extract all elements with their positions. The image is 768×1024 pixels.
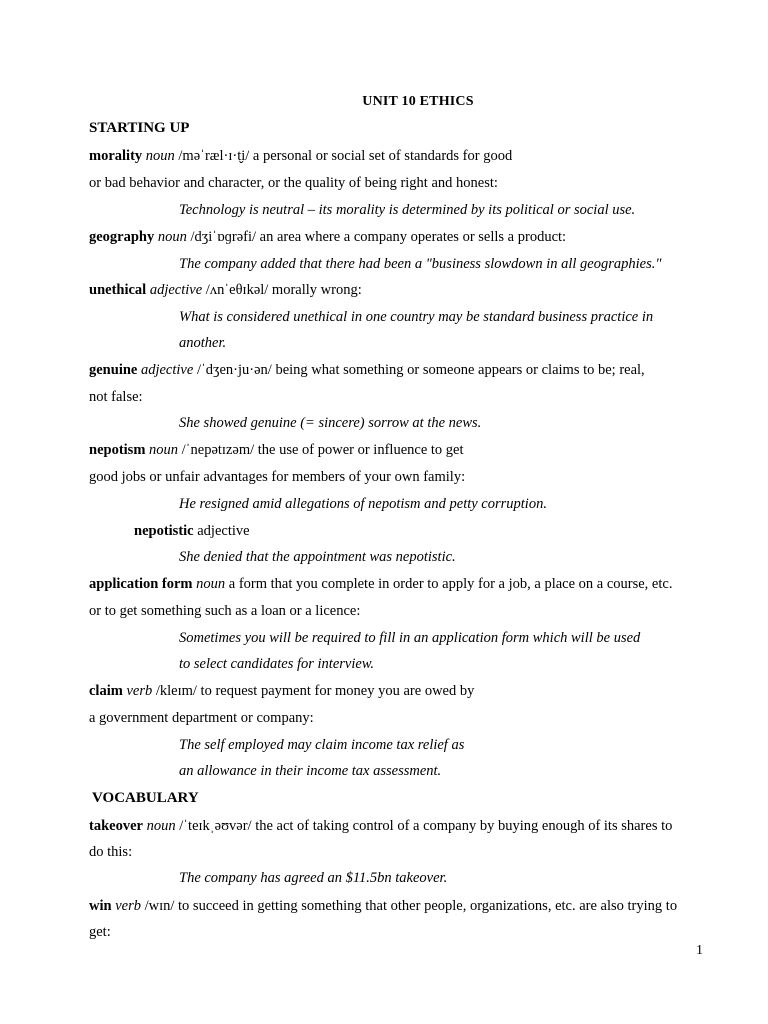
entry-application-form [89,576,672,593]
entry-nepotistic [134,523,250,540]
part-of-speech: noun [149,442,179,458]
part-of-speech: verb [115,898,141,914]
example-sentence-continued: an allowance in their income tax assessment. [179,763,442,779]
headword: unethical [89,282,147,298]
example-sentence: She denied that the appointment was nepotistic. [179,549,456,565]
entry-unethical [89,282,362,299]
entry-takeover [89,818,672,835]
entry-claim [89,683,474,700]
headword: win [89,898,112,914]
definition-continued: not false: [89,389,143,405]
example-sentence: What is considered unethical in one country may be standard business practice in [179,309,654,325]
part-of-speech: noun [146,818,176,834]
definition-continued: or bad behavior and character, or the quality of being right and honest: [89,175,498,191]
entry-genuine [89,362,645,379]
part-of-speech: noun [145,148,175,164]
definition: a form that you complete in order to apply for a job, a place on a course, etc. [228,576,673,592]
definition-continued: do this: [89,844,133,860]
example-sentence: The self employed may claim income tax relief as [179,737,465,753]
definition: /ʌnˈeθɪkəl/ morally wrong: [205,282,362,298]
definition-continued: or to get something such as a loan or a licence: [89,603,361,619]
headword: claim [89,683,123,699]
headword: takeover [89,818,143,834]
definition: /kleɪm/ to request payment for money you are owed by [155,683,475,699]
part-of-speech: noun [196,576,226,592]
entry-nepotism [89,442,464,459]
definition: /ˈdʒen·ju·ən/ being what something or someone appears or claims to be; real, [196,362,645,378]
example-sentence-continued: to select candidates for interview. [179,656,375,672]
entry-geography [89,229,566,246]
entry-win [89,898,677,915]
part-of-speech: verb [126,683,153,699]
headword: genuine [89,362,138,378]
example-sentence: He resigned amid allegations of nepotism and petty corruption. [179,496,547,512]
page-number: 1 [696,943,703,958]
section-heading-vocabulary: VOCABULARY [92,790,199,806]
definition: /wɪn/ to succeed in getting something that other people, organizations, etc. are also trying to [144,898,678,914]
headword: geography [89,229,155,245]
definition: /dʒiˈɒɡrəfi/ an area where a company operates or sells a product: [190,229,567,245]
headword: nepotism [89,442,146,458]
part-of-speech: adjective [140,362,194,378]
headword: morality [89,148,143,164]
definition: /ˈteɪkˌəʊvər/ the act of taking control of a company by buying enough of its shares to [179,818,673,834]
definition: /məˈræl·ɪ·t̬i/ a personal or social set of standards for good [178,148,513,164]
entry-morality [89,148,512,165]
page-title: UNIT 10 ETHICS [362,94,474,109]
definition: /ˈnepətɪzəm/ the use of power or influence to get [181,442,464,458]
headword: nepotistic [134,523,194,539]
section-heading-starting-up: STARTING UP [89,120,190,136]
part-of-speech: adjective [149,282,203,298]
definition-continued: get: [89,924,111,940]
example-sentence: Sometimes you will be required to fill in an application form which will be used [179,630,641,646]
example-sentence-continued: another. [179,335,227,351]
definition-continued: a government department or company: [89,710,314,726]
example-sentence: Technology is neutral – its morality is determined by its political or social use. [179,202,636,218]
part-of-speech: noun [157,229,187,245]
example-sentence: The company added that there had been a "business slowdown in all geographies." [179,256,662,272]
part-of-speech: adjective [197,523,250,539]
headword: application form [89,576,193,592]
example-sentence: The company has agreed an $11.5bn takeover. [179,870,448,886]
example-sentence: She showed genuine (= sincere) sorrow at the news. [179,415,482,431]
definition-continued: good jobs or unfair advantages for members of your own family: [89,469,466,485]
